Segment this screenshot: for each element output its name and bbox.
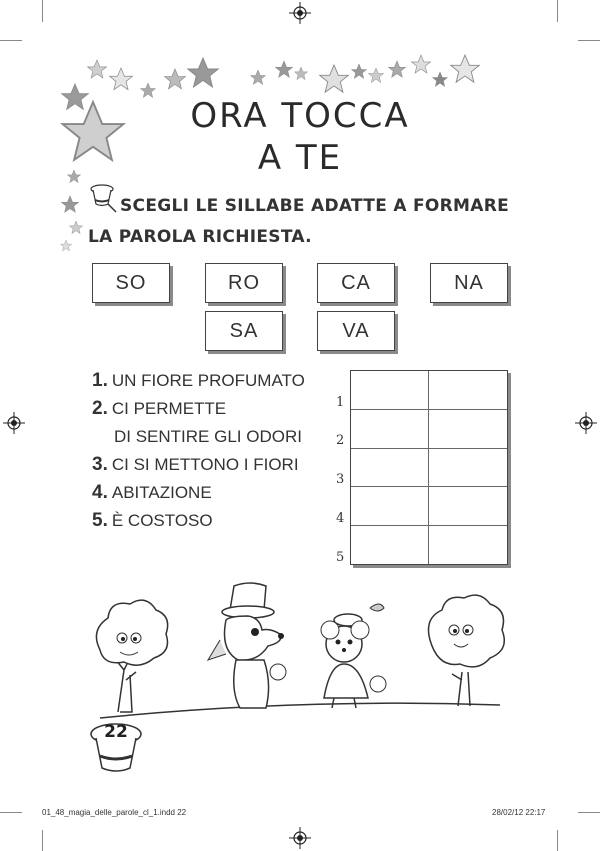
syllable-box[interactable]: NA xyxy=(430,263,508,303)
clue-number: 3. xyxy=(92,454,108,475)
star-icon xyxy=(320,65,349,92)
tree-icon xyxy=(429,595,505,706)
syllable-box[interactable]: VA xyxy=(317,311,395,351)
crop-mark xyxy=(578,812,600,813)
grid-row-number: 2 xyxy=(336,433,345,448)
syllable-box[interactable]: SA xyxy=(205,311,283,351)
mouse-character-icon xyxy=(321,604,386,708)
page-title-line1: ORA TOCCA xyxy=(190,96,410,136)
cartoon-illustration xyxy=(80,580,520,730)
magic-hat-icon xyxy=(88,182,118,214)
syllable-box[interactable]: SO xyxy=(92,263,170,303)
grid-cell[interactable] xyxy=(429,526,507,564)
grid-cell[interactable] xyxy=(351,487,429,526)
syllable-box[interactable]: RO xyxy=(205,263,283,303)
registration-mark-icon xyxy=(289,827,311,849)
clue-item xyxy=(92,455,299,475)
registration-mark-icon xyxy=(3,412,25,434)
clue-item xyxy=(92,483,212,503)
clue-item xyxy=(92,511,213,531)
clue-item xyxy=(92,371,305,391)
page-number: 22 xyxy=(104,722,128,742)
footer-date: 28/02/12 22:17 xyxy=(492,808,546,817)
clue-item xyxy=(92,399,226,419)
grid-cell[interactable] xyxy=(351,449,429,487)
star-icon xyxy=(294,67,307,80)
clue-text: CI PERMETTE xyxy=(111,399,227,418)
clue-number: 1. xyxy=(92,370,108,391)
star-icon xyxy=(451,55,480,82)
grid-cell[interactable] xyxy=(429,449,507,487)
clue-number: 5. xyxy=(92,510,108,531)
star-icon xyxy=(188,58,218,87)
tree-icon xyxy=(96,600,167,712)
grid-cell[interactable] xyxy=(429,371,507,410)
star-icon xyxy=(60,240,71,251)
clue-text: È COSTOSO xyxy=(111,511,213,530)
grid-row-number: 5 xyxy=(336,550,345,565)
grid-cell[interactable] xyxy=(429,487,507,526)
star-icon xyxy=(110,68,133,90)
registration-mark-icon xyxy=(575,412,597,434)
clue-text: DI SENTIRE GLI ODORI xyxy=(114,427,302,446)
dog-character-icon xyxy=(208,583,286,708)
clue-item xyxy=(114,427,302,447)
crop-mark xyxy=(557,830,558,851)
grid-row-number: 4 xyxy=(336,511,345,526)
star-icon xyxy=(275,61,292,77)
clue-number: 2. xyxy=(92,398,108,419)
grid-row-number: 3 xyxy=(336,472,345,487)
grid-cell[interactable] xyxy=(351,410,429,449)
clue-text: UN FIORE PROFUMATO xyxy=(111,371,305,390)
star-icon xyxy=(61,196,78,212)
grid-cell[interactable] xyxy=(429,410,507,449)
star-icon xyxy=(432,72,447,86)
syllable-box[interactable]: CA xyxy=(317,263,395,303)
grid-cell[interactable] xyxy=(351,526,429,564)
star-icon xyxy=(388,61,405,77)
instruction-line1: SCEGLI LE SILLABE ADATTE A FORMARE xyxy=(120,196,510,216)
crop-mark xyxy=(0,812,22,813)
footer-file-info: 01_48_magia_delle_parole_cl_1.indd 22 xyxy=(42,808,187,817)
crop-mark xyxy=(42,830,43,851)
grid-cell[interactable] xyxy=(351,371,429,410)
instruction-line2: LA PAROLA RICHIESTA. xyxy=(88,227,312,247)
star-icon xyxy=(250,70,265,84)
grid-row-number: 1 xyxy=(336,395,345,410)
clue-number: 4. xyxy=(92,482,108,503)
star-icon xyxy=(165,69,186,89)
answer-grid xyxy=(350,370,508,565)
star-icon xyxy=(351,64,366,78)
star-icon xyxy=(88,60,107,78)
star-icon xyxy=(69,221,82,234)
clue-text: ABITAZIONE xyxy=(111,483,212,502)
star-icon xyxy=(412,55,431,73)
clue-text: CI SI METTONO I FIORI xyxy=(111,455,299,474)
star-icon xyxy=(368,68,383,82)
page-title-line2: A TE xyxy=(257,138,343,178)
